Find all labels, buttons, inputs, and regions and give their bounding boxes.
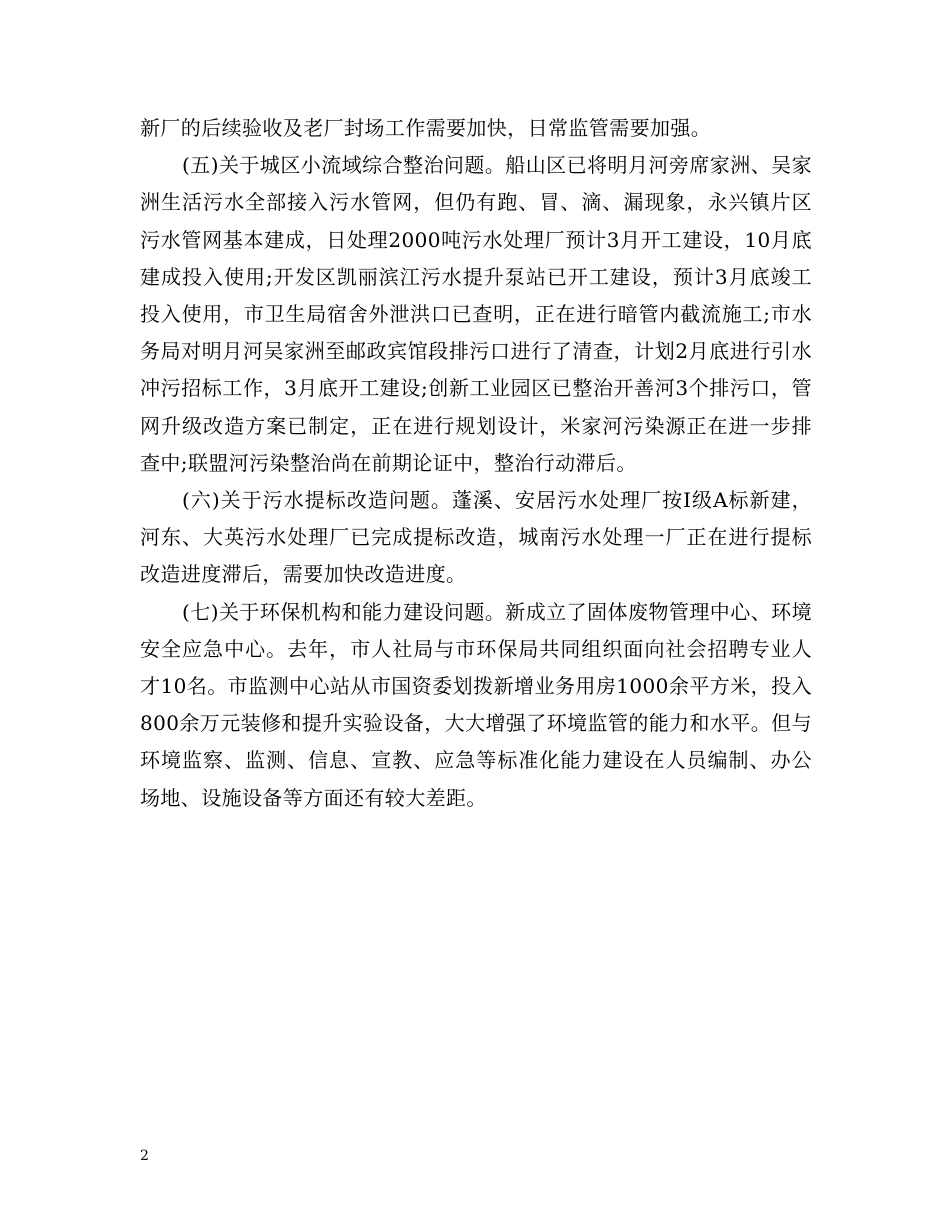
- paragraph-section-7: (七)关于环保机构和能力建设问题。新成立了固体废物管理中心、环境安全应急中心。去年，市人社局与市环保局共同组织面向社会招聘专业人才10名。市监测中心站从市国资委划拨新增业务用房1000余平方米，投入800余万元装修和提升实验设备，大大增强了环境监管的能力和水平。但与环境监察、监测、信息、宣教、应急等标准化能力建设在人员编制、办公场地、设施设备等方面还有较大差距。: [140, 599, 812, 810]
- page-number: 2: [140, 1148, 149, 1164]
- paragraph-section-5: (五)关于城区小流域综合整治问题。船山区已将明月河旁席家洲、吴家洲生活污水全部接入污水管网，但仍有跑、冒、滴、漏现象，永兴镇片区污水管网基本建成，日处理2000吨污水处理厂预计3月开工建设，10月底建成投入使用;开发区凯丽滨江污水提升泵站已开工建设，预计3月底竣工投入使用，市卫生局宿舍外泄洪口已查明，正在进行暗管内截流施工;市水务局对明月河吴家洲至邮政宾馆段排污口进行了清查，计划2月底进行引水冲污招标工作，3月底开工建设;创新工业园区已整治开善河3个排污口，管网升级改造方案已制定，正在进行规划设计，米家河污染源正在进一步排查中;联盟河污染整治尚在前期论证中，整治行动滞后。: [140, 153, 812, 475]
- paragraph-continuation: 新厂的后续验收及老厂封场工作需要加快，日常监管需要加强。: [140, 116, 712, 140]
- paragraph-section-6: (六)关于污水提标改造问题。蓬溪、安居污水处理厂按Ⅰ级A标新建，河东、大英污水处理厂已完成提标改造，城南污水处理一厂正在进行提标改造进度滞后，需要加快改造进度。: [140, 488, 812, 587]
- document-body: [140, 110, 812, 817]
